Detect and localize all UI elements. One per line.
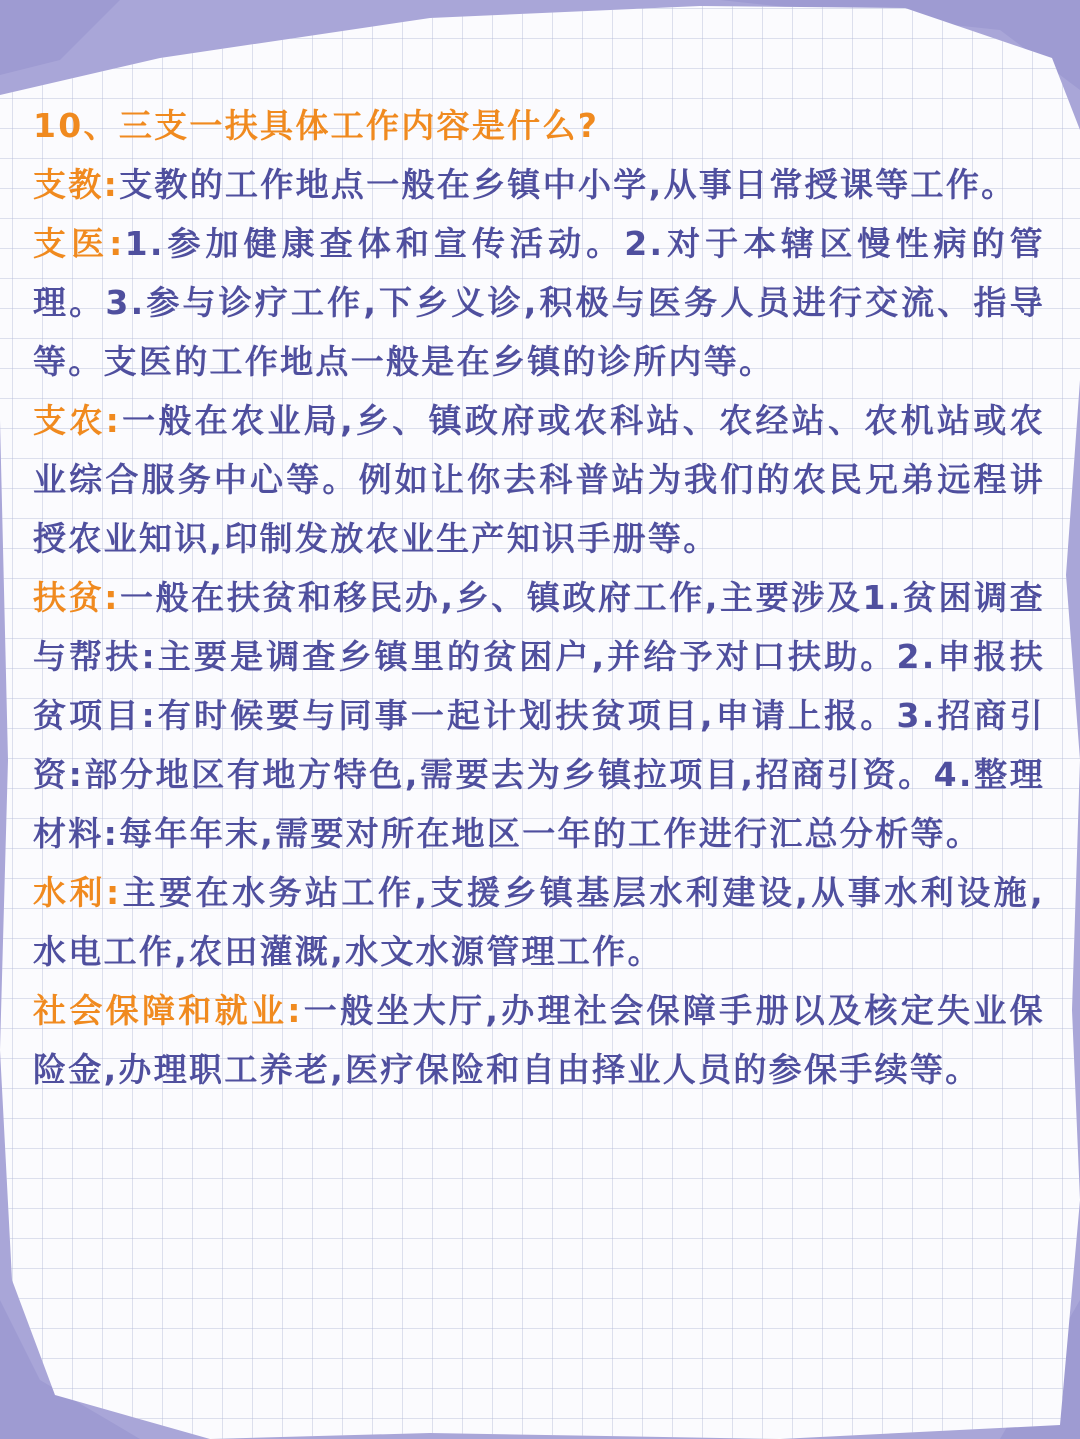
section-text: 主要在水务站工作,支援乡镇基层水利建设,从事水利设施,水电工作,农田灌溉,水文水源管理工作。 — [33, 873, 1045, 971]
section-poverty-alleviation — [33, 568, 1045, 863]
section-support-education — [33, 155, 1045, 214]
corner-shape-top-left — [0, 0, 120, 75]
section-label: 支医: — [33, 224, 125, 263]
page-title: 10、三支一扶具体工作内容是什么? — [33, 106, 600, 145]
section-water-conservancy — [33, 863, 1045, 981]
section-text: 一般在农业局,乡、镇政府或农科站、农经站、农机站或农业综合服务中心等。例如让你去科普站为我们的农民兄弟远程讲授农业知识,印制发放农业生产知识手册等。 — [33, 401, 1045, 558]
section-label: 社会保障和就业: — [33, 991, 303, 1030]
section-support-medical — [33, 214, 1045, 391]
section-label: 支教: — [33, 165, 120, 204]
section-text: 一般在扶贫和移民办,乡、镇政府工作,主要涉及1.贫困调查与帮扶:主要是调查乡镇里的贫困户,并给予对口扶助。2.申报扶贫项目:有时候要与同事一起计划扶贫项目,申请上报。3.招商引资:部分地区有地方特色,需要去为乡镇拉项目,招商引资。4.整理材料:每年年末,需要对所在地区一年的工作进行汇总分析等。 — [33, 578, 1045, 853]
section-label: 水利: — [33, 873, 122, 912]
section-support-agriculture — [33, 391, 1045, 568]
section-text: 1.参加健康查体和宣传活动。2.对于本辖区慢性病的管理。3.参与诊疗工作,下乡义诊,积极与医务人员进行交流、指导等。支医的工作地点一般是在乡镇的诊所内等。 — [33, 224, 1045, 381]
document-content — [33, 96, 1045, 1099]
section-social-security — [33, 981, 1045, 1099]
section-label: 支农: — [33, 401, 122, 440]
section-text: 一般坐大厅,办理社会保障手册以及核定失业保险金,办理职工养老,医疗保险和自由择业人员的参保手续等。 — [33, 991, 1045, 1089]
section-label: 扶贫: — [33, 578, 120, 617]
section-text: 支教的工作地点一般在乡镇中小学,从事日常授课等工作。 — [119, 165, 1017, 204]
